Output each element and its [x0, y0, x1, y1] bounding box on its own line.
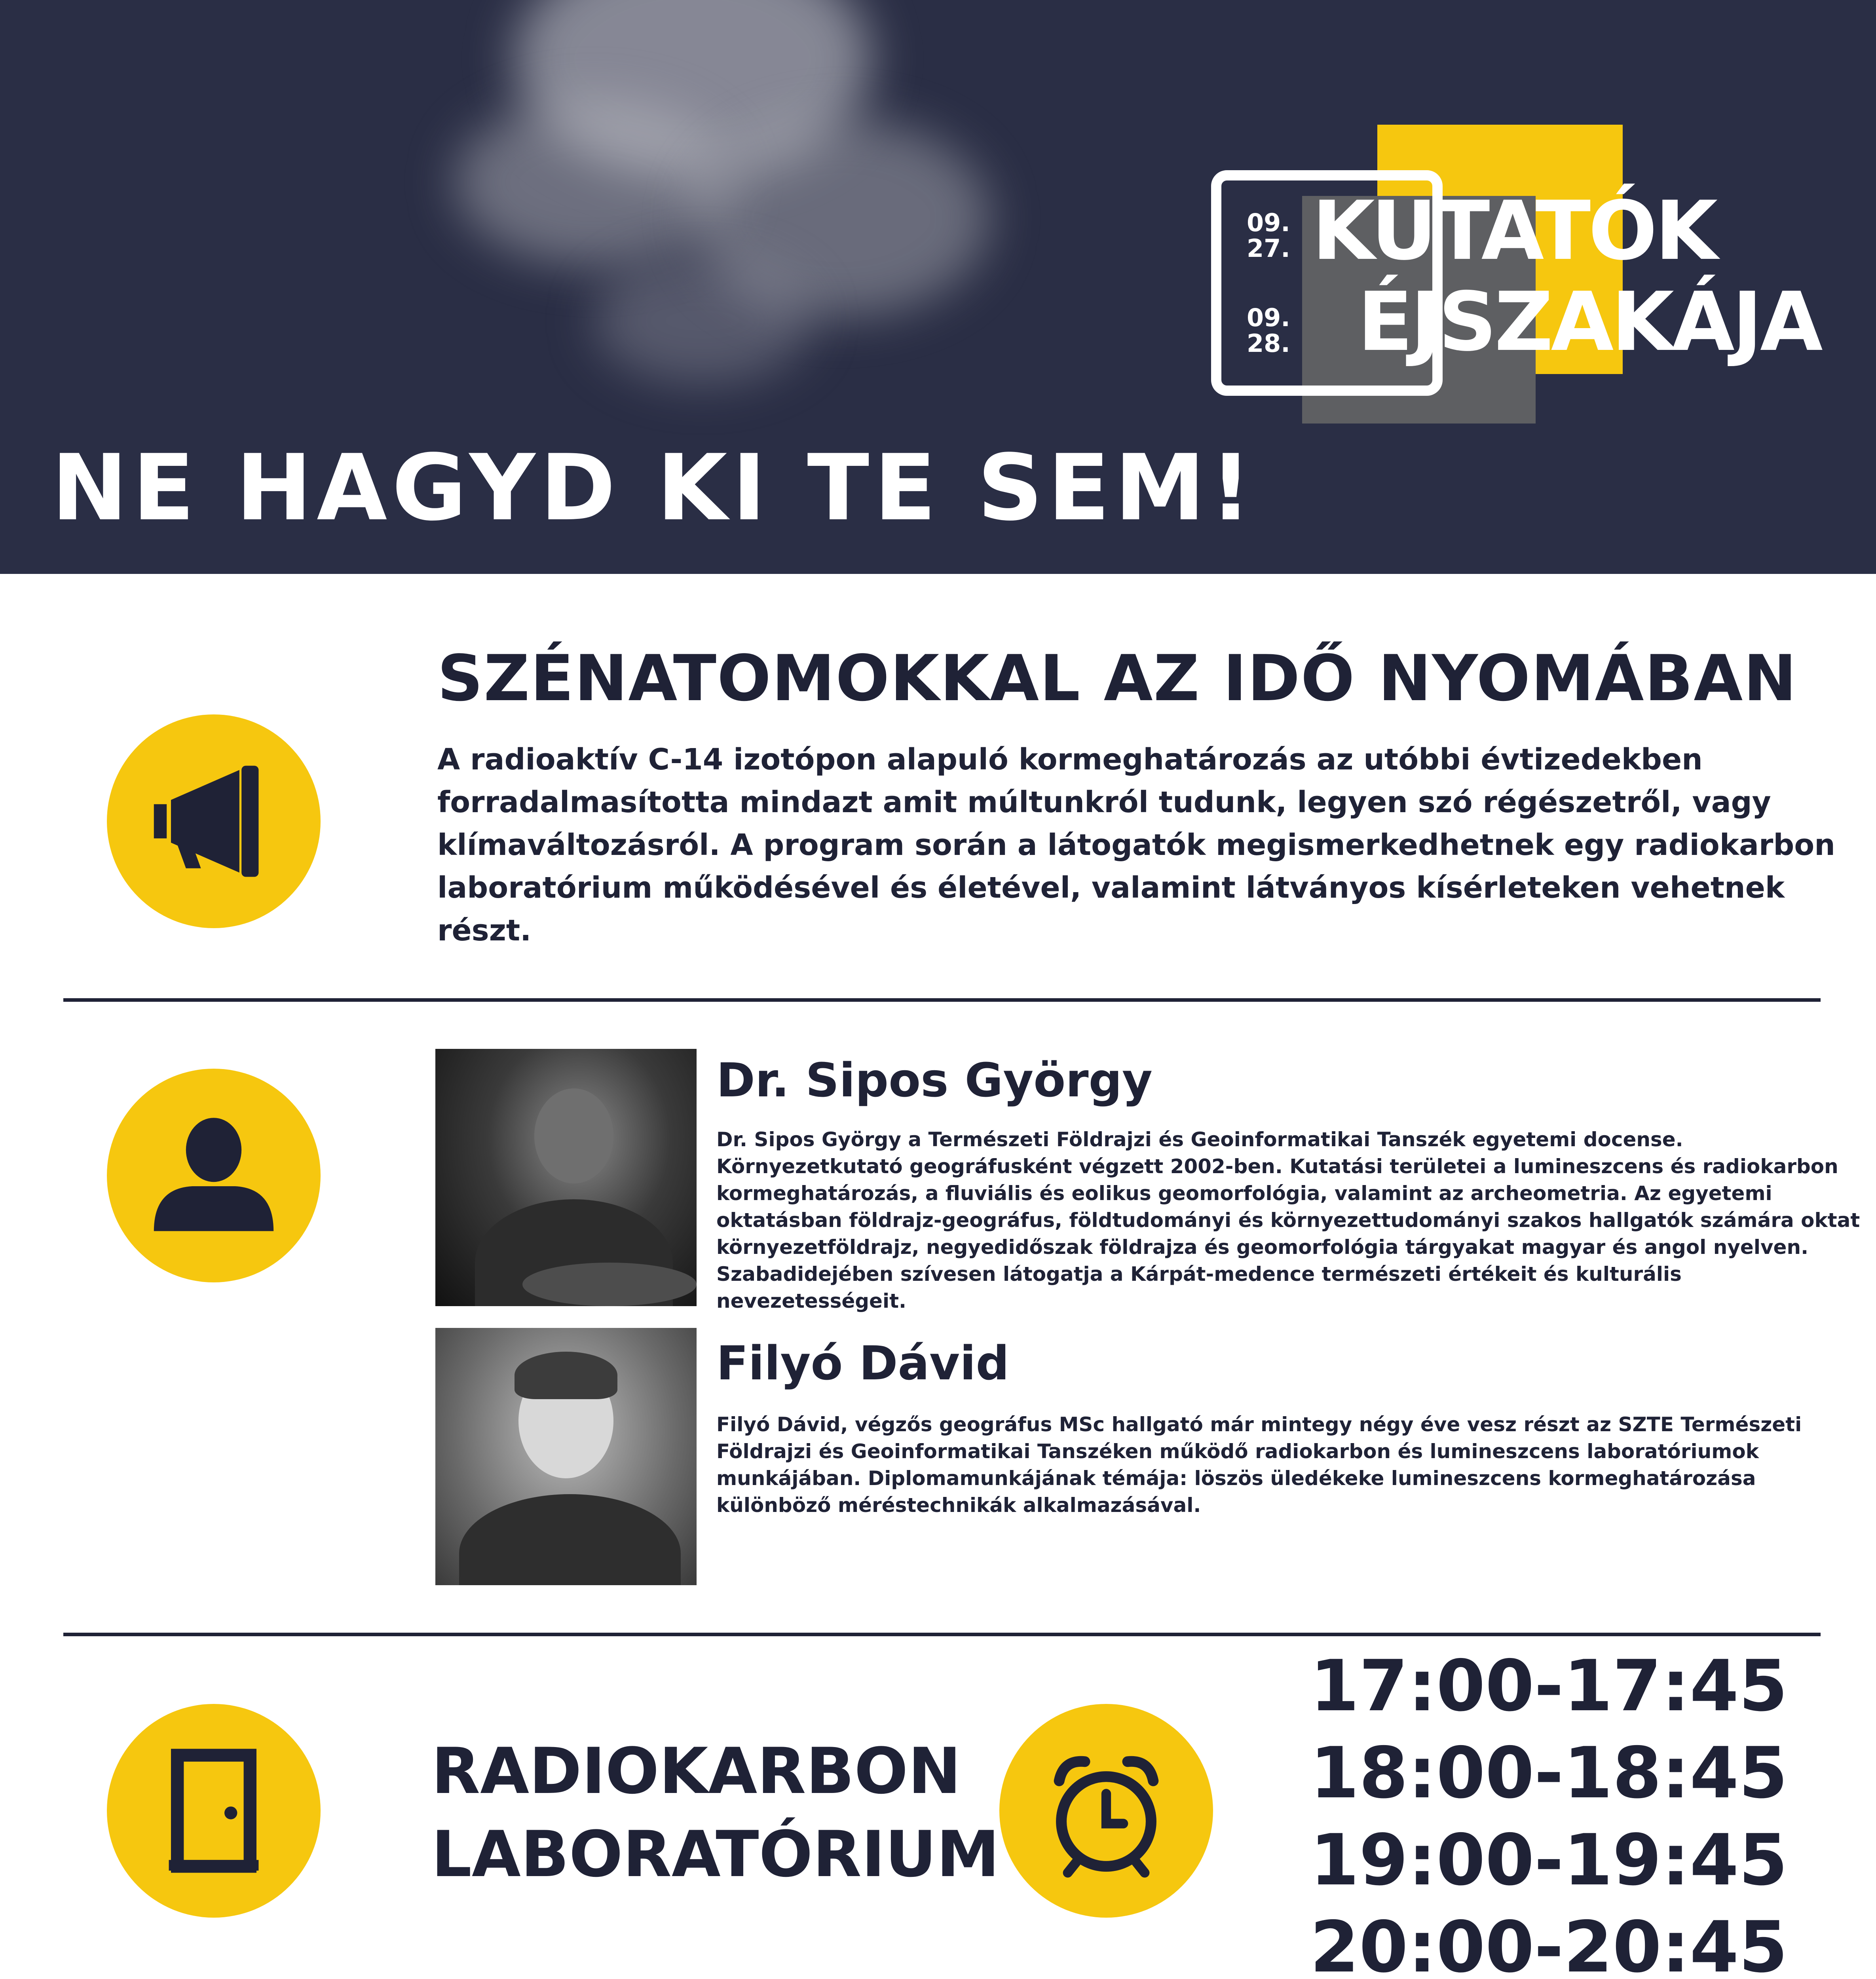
presenter-name: Filyó Dávid — [716, 1336, 1009, 1390]
alarm-clock-icon — [999, 1704, 1213, 1918]
page-headline: NE HAGYD KI TE SEM! — [51, 435, 1256, 541]
logo-date-end: 09. 28. — [1247, 303, 1290, 358]
schedule-times — [1310, 1643, 1788, 1979]
program-title: SZÉNATOMOKKAL AZ IDŐ NYOMÁBAN — [437, 641, 1798, 715]
divider — [63, 1633, 1821, 1636]
time-slot: 18:00-18:45 — [1310, 1732, 1788, 1814]
time-slot: 19:00-19:45 — [1310, 1819, 1788, 1901]
program-description: A radioaktív C-14 izotópon alapuló kormeghatározás az utóbbi évtizedekben forradalmasította mindazt amit múltunkról tudunk, legyen szó régészetről, vagy klímaváltozásról. A program során a látogatók megismerkedhetnek egy radiokarbon laboratórium működésével és életével, valamint látványos kísérleteken vehetnek részt. — [437, 743, 1835, 948]
presenter-bio: Dr. Sipos György a Természeti Földrajzi és Geoinformatikai Tanszék egyetemi docense. Környezetkutató geográfusként végzett 2002-ben. Kutatási területei a lumineszcens és radiokarbon kormeghatározás, a fluviális és eolikus geomorfológia, valamint az archeometria. Az egyetemi oktatásban földrajz-geográfus, földtudományi és környezettudományi szakos hallgatók számára oktat környezetföldrajz, negyedidőszak földrajza és geomorfológia tárgyakat magyar és angol nyelven. Szabadidejében szívesen látogatja a Kárpát-medence természeti értékeit és kulturális nevezetességeit. — [716, 1128, 1860, 1312]
logo-date-start: 09. 27. — [1247, 208, 1290, 263]
time-slot: 17:00-17:45 — [1310, 1645, 1788, 1727]
logo-word-kutatok: KUTATÓK — [1312, 184, 1716, 278]
photo-filyo-david — [435, 1328, 697, 1585]
smoke-image-part — [455, 99, 732, 265]
divider — [63, 998, 1821, 1002]
header-banner — [0, 0, 1876, 574]
location-name: RADIOKARBON LABORATÓRIUM — [431, 1734, 1000, 1891]
kutatok-ejszakaja-logo — [1203, 119, 1821, 427]
megaphone-icon — [107, 714, 321, 928]
person-icon — [107, 1069, 321, 1282]
door-icon — [107, 1704, 321, 1918]
logo-word-ejszakaja: ÉJSZAKÁJA — [1358, 275, 1821, 369]
smoke-image-part — [594, 257, 811, 384]
time-slot: 20:00-20:45 — [1310, 1906, 1788, 1979]
presenter-bio: Filyó Dávid, végzős geográfus MSc hallgató már mintegy négy éve vesz részt az SZTE Természeti Földrajzi és Geoinformatikai Tanszéken működő radiokarbon és lumineszcens laboratóriumok munkájában. Diplomamunkájának témája: löszös üledékeke lumineszcens kormeghatározása különböző méréstechnikák alkalmazásával. — [716, 1413, 1802, 1517]
presenter-name: Dr. Sipos György — [716, 1053, 1153, 1107]
photo-sipos-gyorgy — [435, 1049, 697, 1306]
